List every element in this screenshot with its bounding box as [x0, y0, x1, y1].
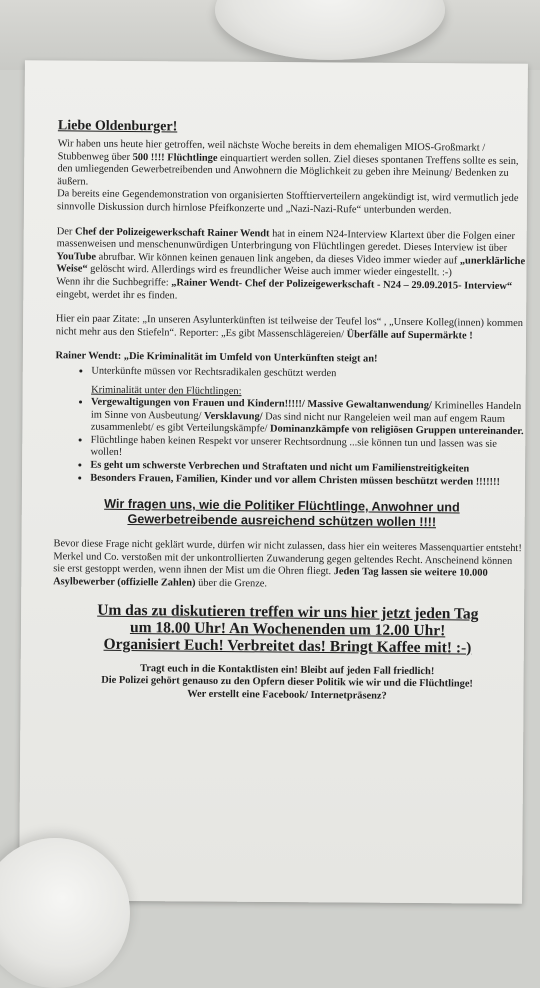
quotes-text: Hier ein paar Zitate: „In unseren Asylunterkünften ist teilweise der Teufel los“ , „Unsere Kolleg(innen) kommen nicht mehr aus den Stiefeln“. Reporter: „Es gibt Massenschlägereien/ — [55, 313, 524, 340]
closing-notes — [52, 662, 522, 705]
meeting-announcement — [52, 601, 523, 657]
intro-text-post: einquartiert werden sollen. Ziel dieses spontanen Treffens sollte es sein, den umliegenden Gewerbetreibenden und Anwohnern die Möglichkeit zu geben ihre Meinung/ Bedenken zu äußern. — [57, 152, 519, 188]
closing-line-2: Die Polizei gehört genauso zu den Opfern dieser Politik wie wir und die Flüchtlinge! — [101, 675, 473, 691]
intro-count: 500 !!!! Flüchtlinge — [132, 151, 218, 164]
meeting-line-3: Organisiert Euch! Verbreitet das! Bringt Kaffee mit! :-) — [103, 635, 472, 657]
politik-bold: Jeden Tag lassen sie weitere 10.000 Asylbewerber (offizielle Zahlen) — [53, 566, 488, 589]
wendt-search-pre: Wenn ihr die Suchbegriffe: — [56, 276, 172, 289]
intro-text-pre: Wir haben uns heute hier getroffen, weil nächste Woche bereits in dem ehemaligen MIOS-Großmarkt / Stubbenweg über — [57, 138, 486, 163]
wendt-search-post: eingebt, werdet ihr es finden. — [56, 288, 178, 302]
list-item: • Flüchtlinge haben keinen Respekt vor unserer Rechtsordnung ...sie können tun und lassen was sie wollen! — [90, 434, 530, 464]
intro-paragraph — [57, 138, 528, 218]
kriminalitaet-list — [73, 365, 531, 382]
wendt-youtube: YouTube — [56, 250, 97, 263]
fluechtlinge-list — [72, 396, 531, 489]
bullet-text-2: Das sind nicht nur Rangeleien weil man auf engem Raum zusammenlebt/ es gibt Verteilungskämpfe/ — [90, 411, 505, 435]
wendt-text-mid: hat in einem N24-Interview Klartext über die Folgen einer massenweisen und menschenunwürdigen Unterbringung von Flüchtlingen geredet. Dieses Interview ist über — [56, 228, 516, 255]
wendt-paragraph — [56, 226, 527, 306]
kriminalitaet-lead: Rainer Wendt: „Die Kriminalität im Umfeld von Unterkünften steigt an! — [55, 350, 378, 365]
closing-line-1: Tragt euch in die Kontaktlisten ein! Bleibt auf jeden Fall friedlich! — [140, 662, 435, 677]
quotes-bold: Überfälle auf Supermärkte ! — [346, 328, 473, 342]
wendt-chef: Chef der Polizeigewerkschaft Rainer Wendt — [74, 225, 270, 240]
wendt-text-post: abrufbar. Wir können keinen genauen link angeben, da dieses Video immer wieder auf — [95, 251, 460, 267]
kriminalitaet-subtitle: Kriminalität unter den Flüchtlingen: — [91, 384, 242, 397]
wendt-text-tail: gelöscht wird. Allerdings wird es freundlicher Weise auch immer wieder eingestellt. :-) — [87, 263, 452, 279]
wendt-text-pre: Der — [56, 225, 76, 237]
flyer-content — [30, 118, 532, 705]
bullet-bold-2: Massive Gewaltanwendung/ — [304, 398, 432, 412]
bullet-text-1: Kriminelles Handeln im Sinne von Ausbeutung/ — [90, 400, 522, 422]
quotes-paragraph — [56, 313, 526, 343]
politik-paragraph — [53, 538, 524, 593]
bullet-bold-b3: Es geht um schwerste Verbrechen und Straftaten und nicht um Familienstreitigkeiten — [90, 459, 470, 475]
greeting-heading: Liebe Oldenburger! — [57, 118, 178, 135]
wendt-search-terms: „Rainer Wendt- Chef der Polizeigewerkschaft - N24 – 29.09.2015- Interview“ — [171, 277, 513, 292]
bullet-bold-3: Versklavung/ — [203, 410, 263, 423]
politik-text: Bevor diese Frage nicht geklärt wurde, dürfen wir nicht zulassen, dass hier ein weiteres Massenquartier entsteht! Merkel und Co. verstoßen mit der unkontrollierten Zuwanderung gegen geltendes Recht. Anscheinend können sie erst gestoppt werden, wenn ihnen der Mist um die Ohren fliegt. — [53, 538, 522, 578]
bullet-bold-4: Dominanzkämpfe von religiösen Gruppen untereinander. — [269, 423, 524, 438]
list-item: • Unterkünfte müssen vor Rechtsradikalen geschützt werden — [91, 366, 531, 383]
question-heading: Wir fragen uns, wie die Politiker Flüchtlinge, Anwohner und Gewerbetreibende ausreichend schützen wollen !!!! — [104, 496, 460, 530]
wendt-unerklaerlich: „unerklärliche Weise“ — [56, 255, 526, 275]
bullet-bold-b4: Besonders Frauen, Familien, Kinder und vor allem Christen müssen beschützt werden !!!!!!! — [90, 472, 501, 488]
intro-text-line2: Da bereits eine Gegendemonstration von organisierten Stofftierverteilern angekündigt ist, wird vermutlich jede sinnvolle Diskussion durch hirnlose Pfeifkonzerte und „Nazi-Nazi-Rufe“ unterbunden werden. — [57, 188, 519, 217]
politik-post: über die Grenze. — [195, 577, 268, 590]
meeting-line-1: Um das zu diskutieren treffen wir uns hier jetzt jeden Tag — [97, 601, 479, 623]
list-item — [91, 397, 531, 439]
closing-line-3: Wer erstellt eine Facebook/ Internetpräsenz? — [187, 688, 387, 702]
bullet-bold-1: Vergewaltigungen von Frauen und Kindern!!!!!/ — [90, 396, 305, 410]
meeting-line-2: um 18.00 Uhr! An Wochenenden um 12.00 Uhr! — [129, 618, 446, 639]
